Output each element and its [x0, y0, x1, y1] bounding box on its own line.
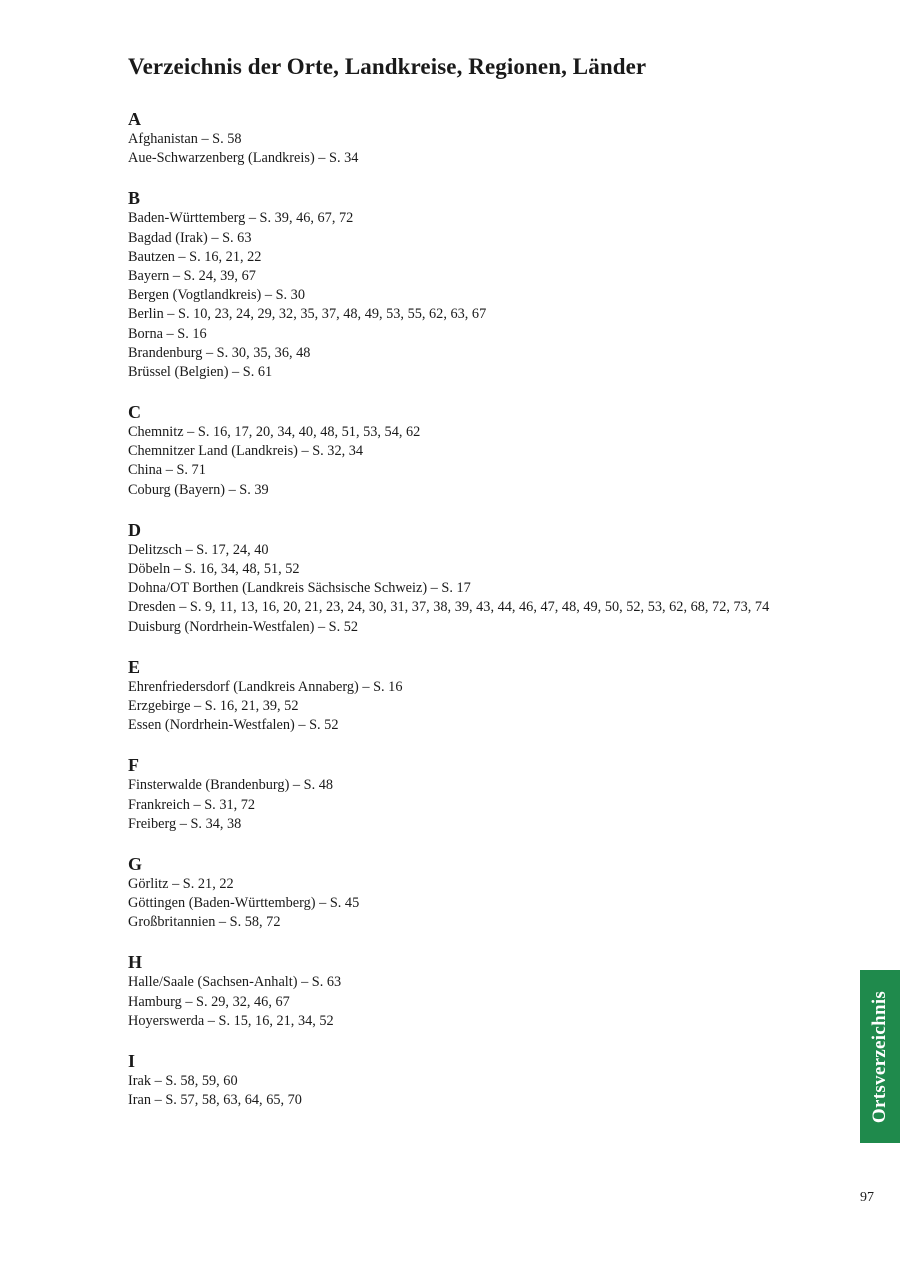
section-letter: D: [128, 519, 141, 540]
index-entry: Göttingen (Baden-Württemberg) – S. 45: [128, 895, 360, 912]
index-entry: Baden-Württemberg – S. 39, 46, 67, 72: [128, 210, 354, 227]
index-entry: Ehrenfriedersdorf (Landkreis Annaberg) – S. 16: [128, 678, 403, 695]
index-entry: Finsterwalde (Brandenburg) – S. 48: [128, 777, 334, 794]
index-entry: Afghanistan – S. 58: [128, 131, 242, 147]
index-entry: Dohna/OT Borthen (Landkreis Sächsische Schweiz) – S. 17: [128, 580, 471, 597]
index-entry: Frankreich – S. 31, 72: [128, 796, 256, 813]
index-entry: Erzgebirge – S. 16, 21, 39, 52: [128, 697, 299, 714]
index-entry: Duisburg (Nordrhein-Westfalen) – S. 52: [128, 618, 359, 635]
index-entry: Bayern – S. 24, 39, 67: [128, 267, 256, 284]
section-letter: C: [128, 402, 141, 423]
index-entry: Görlitz – S. 21, 22: [128, 875, 234, 892]
section-letter: I: [128, 1051, 136, 1071]
index-entry: Halle/Saale (Sachsen-Anhalt) – S. 63: [128, 974, 342, 991]
index-section-d: [128, 519, 848, 637]
index-entry: Bagdad (Irak) – S. 63: [128, 229, 252, 246]
index-entry: Bergen (Vogtlandkreis) – S. 30: [128, 287, 305, 304]
index-entry: Berlin – S. 10, 23, 24, 29, 32, 35, 37, 48, 49, 53, 55, 62, 63, 67: [128, 306, 487, 323]
section-letter: E: [128, 656, 141, 677]
index-entry: Döbeln – S. 16, 34, 48, 51, 52: [128, 561, 300, 577]
section-letter: H: [128, 952, 143, 973]
index-entry: Freiberg – S. 34, 38: [128, 815, 242, 832]
index-section-a: [128, 108, 848, 168]
page-title: Verzeichnis der Orte, Landkreise, Regionen, Länder: [128, 54, 647, 79]
section-letter: G: [128, 853, 143, 874]
index-section-i: [128, 1050, 848, 1110]
index-entry: Essen (Nordrhein-Westfalen) – S. 52: [128, 717, 339, 734]
side-tab-label: Ortsverzeichnis: [869, 990, 890, 1123]
index-entry: Coburg (Bayern) – S. 39: [128, 481, 269, 498]
index-entry: Dresden – S. 9, 11, 13, 16, 20, 21, 23, 24, 30, 31, 37, 38, 39, 43, 44, 46, 47, 48, 49, 50, 52, 53, 62, 68, 72, 73, 74: [128, 599, 770, 616]
index-entry: Hamburg – S. 29, 32, 46, 67: [128, 993, 290, 1010]
index-entry: Chemnitzer Land (Landkreis) – S. 32, 34: [128, 443, 364, 460]
index-section-e: [128, 656, 848, 736]
section-letter: A: [128, 109, 141, 129]
index-entry: Aue-Schwarzenberg (Landkreis) – S. 34: [128, 150, 359, 167]
section-letter: F: [128, 755, 139, 776]
index-list: [128, 108, 848, 1129]
index-entry: China – S. 71: [128, 462, 206, 479]
index-section-b: [128, 187, 848, 382]
index-entry: Chemnitz – S. 16, 17, 20, 34, 40, 48, 51, 53, 54, 62: [128, 424, 421, 441]
index-entry: Delitzsch – S. 17, 24, 40: [128, 541, 269, 558]
index-section-c: [128, 401, 848, 500]
section-letter: B: [128, 188, 141, 209]
index-entry: Großbritannien – S. 58, 72: [128, 914, 281, 931]
side-tab: [860, 970, 900, 1143]
index-entry: Brüssel (Belgien) – S. 61: [128, 363, 273, 380]
index-entry: Irak – S. 58, 59, 60: [128, 1073, 238, 1089]
index-entry: Borna – S. 16: [128, 325, 207, 342]
index-entry: Hoyerswerda – S. 15, 16, 21, 34, 52: [128, 1012, 334, 1029]
index-entry: Brandenburg – S. 30, 35, 36, 48: [128, 344, 311, 361]
index-entry: Iran – S. 57, 58, 63, 64, 65, 70: [128, 1092, 302, 1109]
index-section-h: [128, 951, 848, 1031]
index-section-g: [128, 853, 848, 933]
page-number: 97: [860, 1190, 874, 1205]
index-section-f: [128, 754, 848, 834]
index-entry: Bautzen – S. 16, 21, 22: [128, 248, 262, 265]
